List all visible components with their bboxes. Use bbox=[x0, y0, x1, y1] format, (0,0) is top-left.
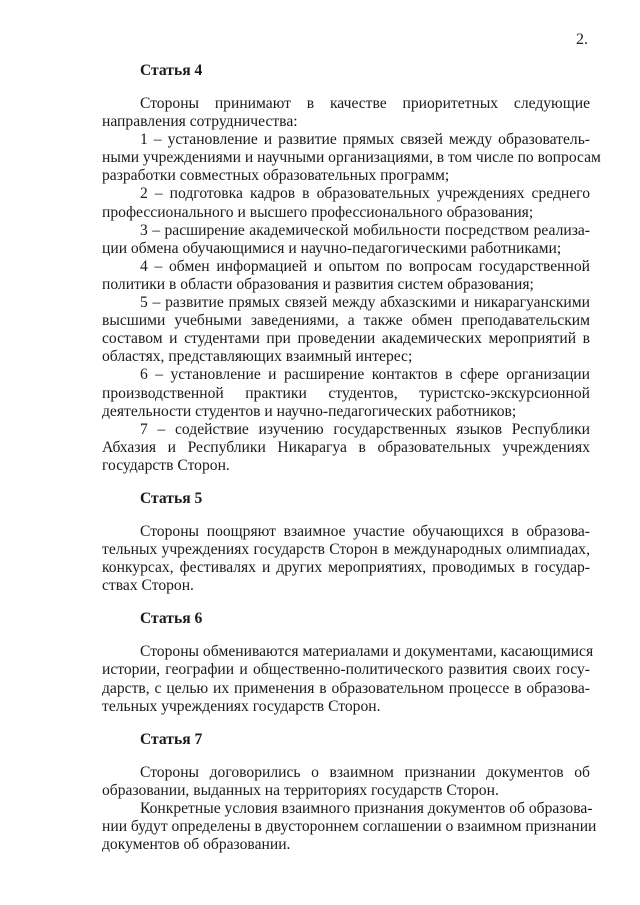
text-line: документов об образовании. bbox=[102, 836, 291, 854]
text-line: тельных учреждениях государств Сторон. bbox=[102, 697, 381, 715]
text-line: производственной практики студентов, туристско-экскурсионной bbox=[102, 384, 590, 402]
paragraph bbox=[102, 222, 590, 258]
paragraph bbox=[102, 366, 590, 420]
text-line: ции обмена обучающимися и научно-педагогическими работниками; bbox=[102, 239, 562, 257]
text-line: составом и студентами при проведении академических мероприятий в bbox=[102, 330, 590, 348]
text-line: дарств, с целью их применения в образовательном процессе в образова- bbox=[102, 679, 590, 697]
text-line: Конкретные условия взаимного признания документов об образова- bbox=[140, 799, 593, 817]
text-line: разработки совместных образовательных программ; bbox=[102, 167, 450, 185]
paragraph bbox=[102, 185, 590, 221]
text-line: образовании, выданных на территориях государств Сторон. bbox=[102, 781, 499, 799]
text-line: 3 – расширение академической мобильности посредством реализа- bbox=[140, 221, 590, 239]
text-line: Стороны принимают в качестве приоритетных следующие bbox=[140, 95, 590, 112]
text-line: 2 – подготовка кадров в образовательных учреждениях среднего bbox=[140, 185, 590, 203]
text-line: 7 – содействие изучению государственных языков Республики bbox=[140, 420, 590, 438]
document-body bbox=[102, 62, 601, 869]
text-line: политики в области образования и развития систем образования; bbox=[102, 275, 534, 293]
text-line: ствах Сторон. bbox=[102, 577, 194, 595]
text-line: направления сотрудничества: bbox=[102, 113, 298, 131]
paragraph bbox=[102, 799, 597, 854]
page-number: 2. bbox=[576, 31, 588, 48]
text-line: Стороны договорились о взаимном признании документов об bbox=[140, 763, 590, 781]
text-line: ными учреждениями и научными организациями, в том числе по вопросам bbox=[102, 149, 601, 167]
paragraph bbox=[102, 643, 594, 715]
text-line: Стороны поощряют взаимное участие обучающихся в образова- bbox=[140, 522, 590, 540]
paragraph bbox=[102, 294, 590, 366]
text-line: 4 – обмен информацией и опытом по вопросам государственной bbox=[140, 257, 590, 275]
article-heading: Статья 7 bbox=[140, 730, 203, 748]
text-line: высшими учебными заведениями, а также обмен преподавательским bbox=[102, 312, 590, 330]
text-line: конкурсах, фестивалях и других мероприятиях, проводимых в государ- bbox=[102, 559, 590, 577]
text-line: деятельности студентов и научно-педагогических работников; bbox=[102, 402, 517, 420]
article-heading: Статья 5 bbox=[140, 489, 203, 507]
text-line: 5 – развитие прямых связей между абхазскими и никарагуанскими bbox=[140, 294, 590, 312]
article-section bbox=[102, 610, 594, 715]
text-line: Стороны обмениваются материалами и документами, касающимися bbox=[140, 643, 594, 661]
paragraph bbox=[102, 131, 601, 185]
text-line: 6 – установление и расширение контактов в сфере организации bbox=[140, 366, 590, 384]
article-heading: Статья 6 bbox=[140, 610, 203, 628]
text-line: профессионального и высшего профессионального образования; bbox=[102, 203, 534, 221]
text-line: нии будут определены в двустороннем соглашении о взаимном признании bbox=[102, 818, 597, 835]
article-section bbox=[102, 730, 597, 854]
paragraph bbox=[102, 95, 590, 131]
paragraph bbox=[102, 258, 590, 294]
paragraph bbox=[102, 421, 590, 475]
article-section bbox=[102, 490, 590, 595]
text-line: государств Сторон. bbox=[102, 456, 230, 474]
text-line: Абхазия и Республики Никарагуа в образовательных учреждениях bbox=[102, 438, 590, 456]
paragraph bbox=[102, 523, 590, 595]
text-line: 1 – установление и развитие прямых связей между образователь- bbox=[140, 131, 590, 149]
article-heading: Статья 4 bbox=[140, 62, 203, 79]
paragraph bbox=[102, 764, 590, 800]
text-line: тельных учреждениях государств Сторон в международных олимпиадах, bbox=[102, 541, 590, 559]
text-line: истории, географии и общественно-политического развития своих госу- bbox=[102, 661, 590, 679]
text-line: областях, представляющих взаимный интерес; bbox=[102, 348, 413, 366]
article-section bbox=[102, 62, 601, 475]
